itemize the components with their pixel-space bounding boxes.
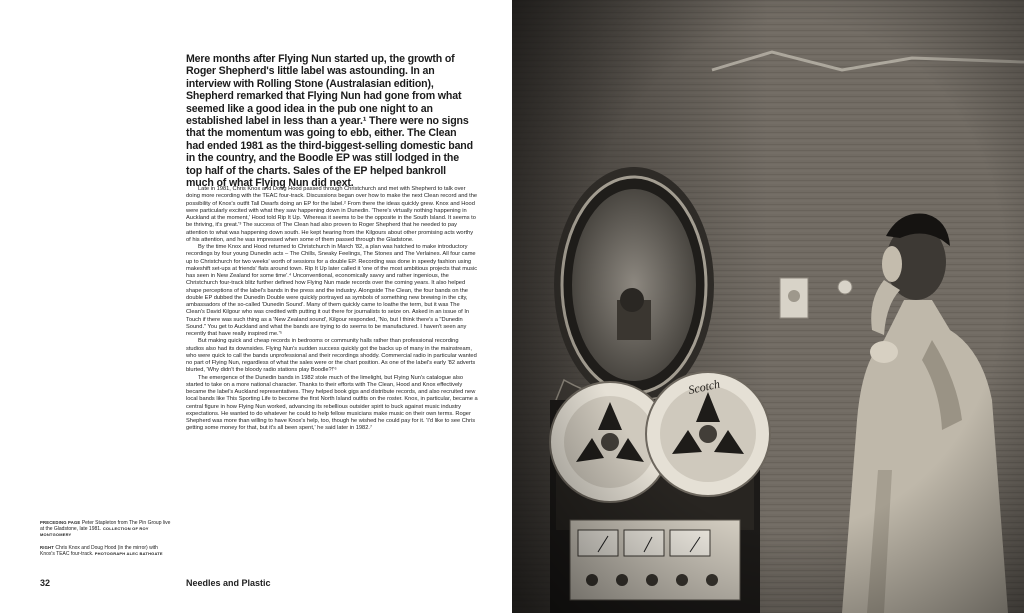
photograph	[512, 0, 1024, 613]
photo-page	[512, 0, 1024, 613]
lede-text: Mere months after Flying Nun started up, the growth of Roger Shepherd's little label was astounding. In an interview with Rolling Stone (Australasian edition), Shepherd remarked that Flying Nun had gone from what seemed like a good idea in the pub one night to an established label in less than a year.¹ There were no signs that the momentum was going to ebb, either. The Clean had ended 1981 as the third-biggest-selling domestic band in the country, and the Boodle EP was still lodged in the top half of the charts. Sales of the EP helped bankroll much of what Flying Nun did next.	[186, 53, 473, 190]
caption-credit: COLLECTION OF ROY MONTGOMERY	[40, 526, 149, 538]
caption-preceding-page	[40, 520, 172, 539]
caption-text: Peter Stapleton from The Pin Group live at the Gladstone, late 1981.	[40, 520, 171, 533]
body-paragraph-4: The emergence of the Dunedin bands in 1982 stole much of the limelight, but Flying Nun's catalogue also started to take on a more national character. Thanks to their efforts with The Clean, Hood and Knox effectively became the label's Auckland representatives. They helped book gigs and distribute records, and also recruited new local bands like This Sporting Life to become the first North Island outfits on the roster. Knox, in particular, became a central figure in how Flying Nun worked, advancing its rebellious outsider spirit to buck against music industry expectations. He wanted to do whatever he could to help fellow musicians make music on their own terms. Roger Shepherd was more than willing to have Knox's help, too, though he wished he could pay for it. 'I'd like to see Chris getting some money for that, but it's all been spent,' he said later in 1982.⁷	[186, 374, 478, 432]
photo-captions	[40, 520, 172, 563]
caption-text: Chris Knox and Doug Hood (in the mirror) with Knox's TEAC four-track.	[40, 544, 158, 557]
caption-credit: PHOTOGRAPH ALEC BATHGATE	[94, 550, 163, 556]
lede-paragraph	[186, 53, 476, 189]
page-number: 32	[40, 578, 51, 588]
body-paragraph-3: But making quick and cheap records in bedrooms or community halls rather than professional recording studios also had its downsides. Flying Nun's sudden success quickly got the backs up of many in the mainstream, who were quick to call the bands unprofessional and their recordings shoddy. Commercial radio in particular wanted no part of Flying Nun, regardless of what the sales were or the chart position. As one of the label's early '82 adverts blurted, 'Why didn't the bloody radio stations play Boodle?!'⁶	[186, 338, 477, 374]
caption-label: PRECEDING PAGE	[40, 520, 81, 525]
caption-label: RIGHT	[40, 544, 55, 550]
body-paragraph-2: By the time Knox and Hood returned to Christchurch in March '82, a plan was hatched to make introductory recordings by four young Dunedin acts – The Chills, Sneaky Feelings, The Stones and The Verlaines. All four came up to Christchurch for two weeks' worth of sessions for a double EP. Recording was done in speedy fashion using makeshift set-ups at friends' flats around town. Rip It Up later called it 'one of the most ambitious projects that music has seen in New Zealand for some time'.⁴ Unconventional, economically savvy and rather ingenious, the Christchurch four-track blitz further defined how Flying Nun made records over the coming years. It also helped shape perceptions of the label's bands in the press and the industry. Alongside The Clean, the four bands on the double EP dubbed the Dunedin Double were quickly portrayed as symbols of something new brewing in the city, ambassadors of the so-called 'Dunedin Sound'. Many of them quickly came to loathe the term, but it was The Clean's David Kilgour who was credited with putting it out there for journalists to seize on. Asked in an issue of In Touch if there was such thing as a 'New Zealand sound', Kilgour responded, 'No, but I think there's a "Dunedin Sound." You get to Auckland and what the bands are trying to do seems to be manufactured. I haven't seen any recently that have really inspired me.'⁵	[186, 244, 478, 337]
body-column	[186, 186, 478, 433]
running-head: Needles and Plastic	[186, 578, 271, 588]
body-paragraph-1: Late in 1981, Chris Knox and Doug Hood passed through Christchurch and met with Shepherd to talk over doing more recording with the TEAC four-track. Discussions began over how to make the next Clean record and the possibility of Knox's outfit Tall Dwarfs doing an EP for the label.² From there the ideas quickly grew. Knox and Hood were particularly excited with what they saw happening down in Dunedin. 'There's virtually nothing happening in Auckland at the moment,' Hood told Rip It Up. 'Whereas it seems to be the opposite in the South Island. It seems to be thriving, it's great.'³ The success of The Clean had also proven to Roger Shepherd that he needed to pay attention to what was happening down south. He kept hearing from the Kilgours about other promising acts worthy of his attention, and he was impressed when some of them passed through the Gladstone.	[186, 186, 478, 243]
caption-right	[40, 545, 172, 557]
